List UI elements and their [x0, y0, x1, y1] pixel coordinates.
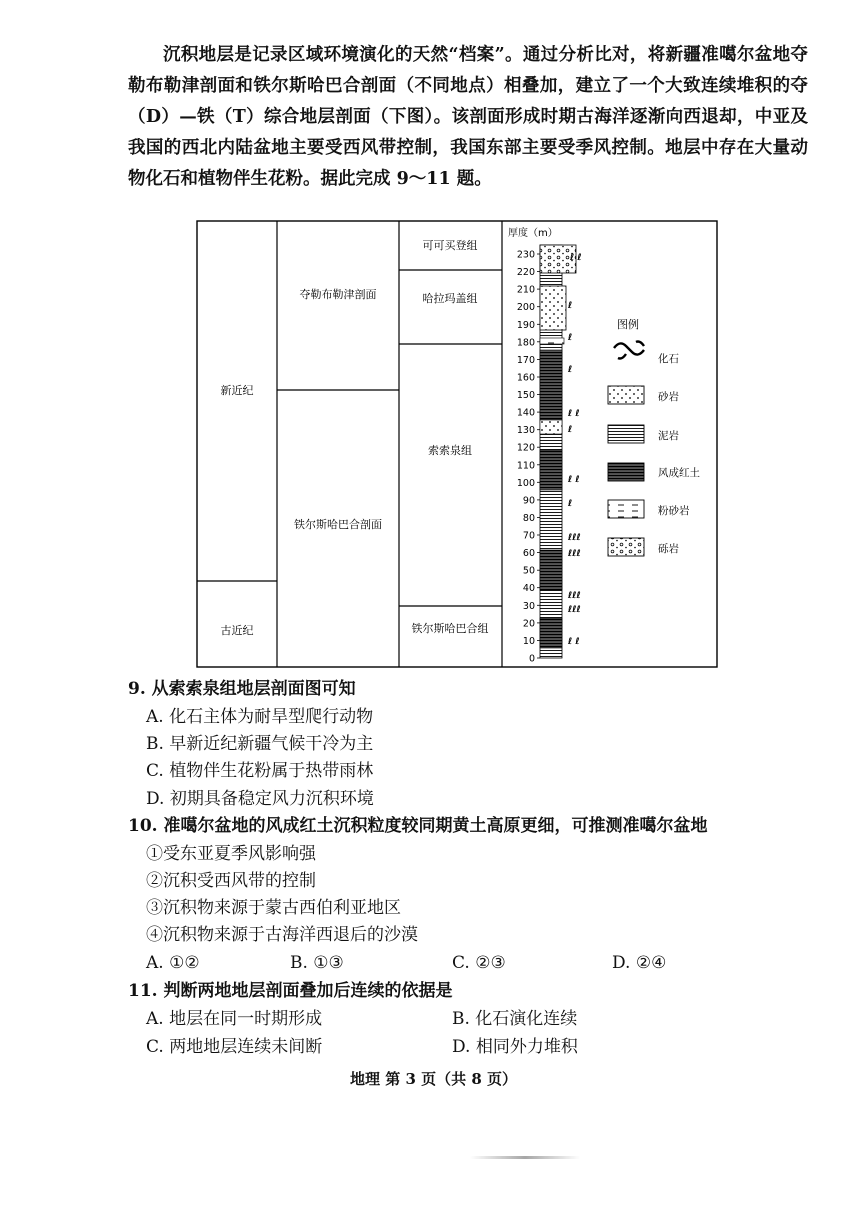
axis-tick-label: 230	[516, 249, 535, 261]
svg-text:ℓ ℓ: ℓ ℓ	[568, 637, 580, 647]
legend-sandstone-label: 砂岩	[658, 391, 679, 403]
svg-text:ℓℓℓ: ℓℓℓ	[568, 533, 581, 543]
axis-tick-label: 80	[522, 513, 535, 524]
legend-siltstone-label: 粉砂岩	[658, 505, 690, 517]
section-duolebulejin: 夺勒布勒津剖面	[299, 288, 377, 301]
q9-stem: 9. 从索索泉组地层剖面图可知	[128, 679, 356, 699]
q10-statement-2: ②沉积受西风带的控制	[146, 871, 316, 891]
svg-text:ℓℓℓ: ℓℓℓ	[568, 591, 581, 601]
q11-option-c: C. 两地地层连续未间断	[146, 1037, 323, 1057]
legend-conglomerate-label: 砾岩	[658, 543, 679, 555]
scan-smudge	[470, 1156, 580, 1159]
era-paleogene: 古近纪	[220, 624, 254, 637]
svg-text:ℓ ℓ: ℓ ℓ	[568, 475, 580, 485]
axis-tick-label: 100	[516, 477, 535, 489]
section-tiersihabahe: 铁尔斯哈巴合剖面	[294, 518, 382, 531]
axis-tick-label: 120	[516, 442, 535, 454]
svg-text:ℓ ℓ: ℓ ℓ	[568, 409, 580, 419]
axis-tick-label: 160	[516, 372, 535, 384]
axis-tick-label: 190	[516, 319, 535, 331]
fossil-marks	[567, 253, 582, 647]
axis-tick-label: 220	[516, 267, 535, 279]
axis-tick-label: 110	[516, 460, 535, 472]
svg-text:ℓ: ℓ	[568, 365, 573, 375]
stratigraphic-figure	[196, 220, 718, 668]
legend-sandstone	[608, 386, 679, 404]
q11-option-d: D. 相同外力堆积	[452, 1037, 578, 1057]
era-neogene: 新近纪	[220, 384, 254, 397]
legend-mudstone	[608, 425, 679, 443]
legend-red-clay	[608, 463, 700, 481]
intro-passage: 沉积地层是记录区域环境演化的天然“档案”。通过分析比对，将新疆准噶尔盆地夺勒布勒津剖面和铁尔斯哈巴合剖面（不同地点）相叠加，建立了一个大致连续堆积的夺（D）—铁（T）综合地层剖面（下图）。该剖面形成时期古海洋逐渐向西退却，中亚及我国的西北内陆盆地主要受西风带控制，我国东部主要受季风控制。地层中存在大量动物化石和植物伴生花粉。据此完成 9～11 题。	[128, 45, 808, 189]
q9-option-b: B. 早新近纪新疆气候干冷为主	[146, 734, 374, 754]
q10-option-a: A. ①②	[146, 953, 200, 973]
legend-siltstone	[608, 500, 690, 518]
q9-option-d: D. 初期具备稳定风力沉积环境	[146, 789, 374, 809]
axis-tick-label: 150	[516, 390, 535, 401]
svg-text:ℓ: ℓ	[568, 333, 573, 343]
svg-text:ℓℓℓ: ℓℓℓ	[568, 605, 581, 615]
axis-tick-label: 180	[516, 337, 535, 349]
legend-mudstone-label: 泥岩	[658, 430, 679, 442]
q10-option-d: D. ②④	[612, 953, 667, 973]
formation-halamagai: 哈拉玛盖组	[422, 292, 478, 305]
page-footer: 地理 第 3 页（共 8 页）	[350, 1070, 517, 1088]
q10-option-c: C. ②③	[452, 953, 506, 973]
axis-tick-label: 210	[516, 284, 535, 296]
q11-option-b: B. 化石演化连续	[452, 1009, 578, 1029]
formation-kekemaideng: 可可买登组	[422, 239, 478, 252]
axis-ticks	[517, 250, 540, 665]
axis-tick-label: 10	[522, 635, 535, 647]
axis-tick-label: 200	[516, 302, 535, 314]
legend-conglomerate	[608, 538, 679, 556]
axis-tick-label: 60	[522, 548, 535, 560]
axis-tick-label: 30	[522, 600, 535, 612]
svg-text:ℓ ℓ: ℓ ℓ	[570, 253, 582, 263]
axis-tick-label: 0	[528, 653, 535, 665]
q10-statement-1: ①受东亚夏季风影响强	[146, 844, 316, 864]
axis-tick-label: 70	[522, 530, 535, 542]
axis-tick-label: 130	[516, 425, 535, 437]
svg-text:ℓ: ℓ	[568, 499, 573, 509]
q10-option-b: B. ①③	[290, 953, 344, 973]
q11-stem: 11. 判断两地地层剖面叠加后连续的依据是	[128, 981, 453, 1001]
svg-text:ℓℓℓ: ℓℓℓ	[568, 549, 581, 559]
axis-tick-label: 50	[522, 565, 535, 577]
legend-fossil-label: 化石	[658, 353, 679, 365]
q10-statement-3: ③沉积物来源于蒙古西伯利亚地区	[146, 898, 401, 918]
axis-tick-label: 90	[522, 495, 535, 507]
q10-statement-4: ④沉积物来源于古海洋西退后的沙漠	[146, 925, 418, 945]
q10-stem: 10. 准噶尔盆地的风成红土沉积粒度较同期黄土高原更细，可推测准噶尔盆地	[128, 816, 708, 836]
q11-option-a: A. 地层在同一时期形成	[146, 1009, 323, 1029]
axis-tick-label: 170	[516, 354, 535, 366]
q9-option-c: C. 植物伴生花粉属于热带雨林	[146, 761, 374, 781]
legend-red-clay-label: 风成红土	[658, 467, 700, 479]
axis-title: 厚度（m）	[508, 228, 558, 239]
axis-tick-label: 40	[522, 583, 535, 595]
formation-suosuoquan: 索索泉组	[428, 444, 472, 457]
svg-text:ℓ: ℓ	[568, 425, 573, 435]
axis-tick-label: 140	[516, 407, 535, 419]
formation-tiersihabahe: 铁尔斯哈巴合组	[411, 622, 489, 635]
axis-tick-label: 20	[522, 618, 535, 630]
svg-text:ℓ: ℓ	[568, 301, 573, 311]
legend-fossil	[614, 342, 679, 366]
legend-title: 图例	[617, 318, 639, 331]
q9-option-a: A. 化石主体为耐旱型爬行动物	[146, 707, 374, 727]
